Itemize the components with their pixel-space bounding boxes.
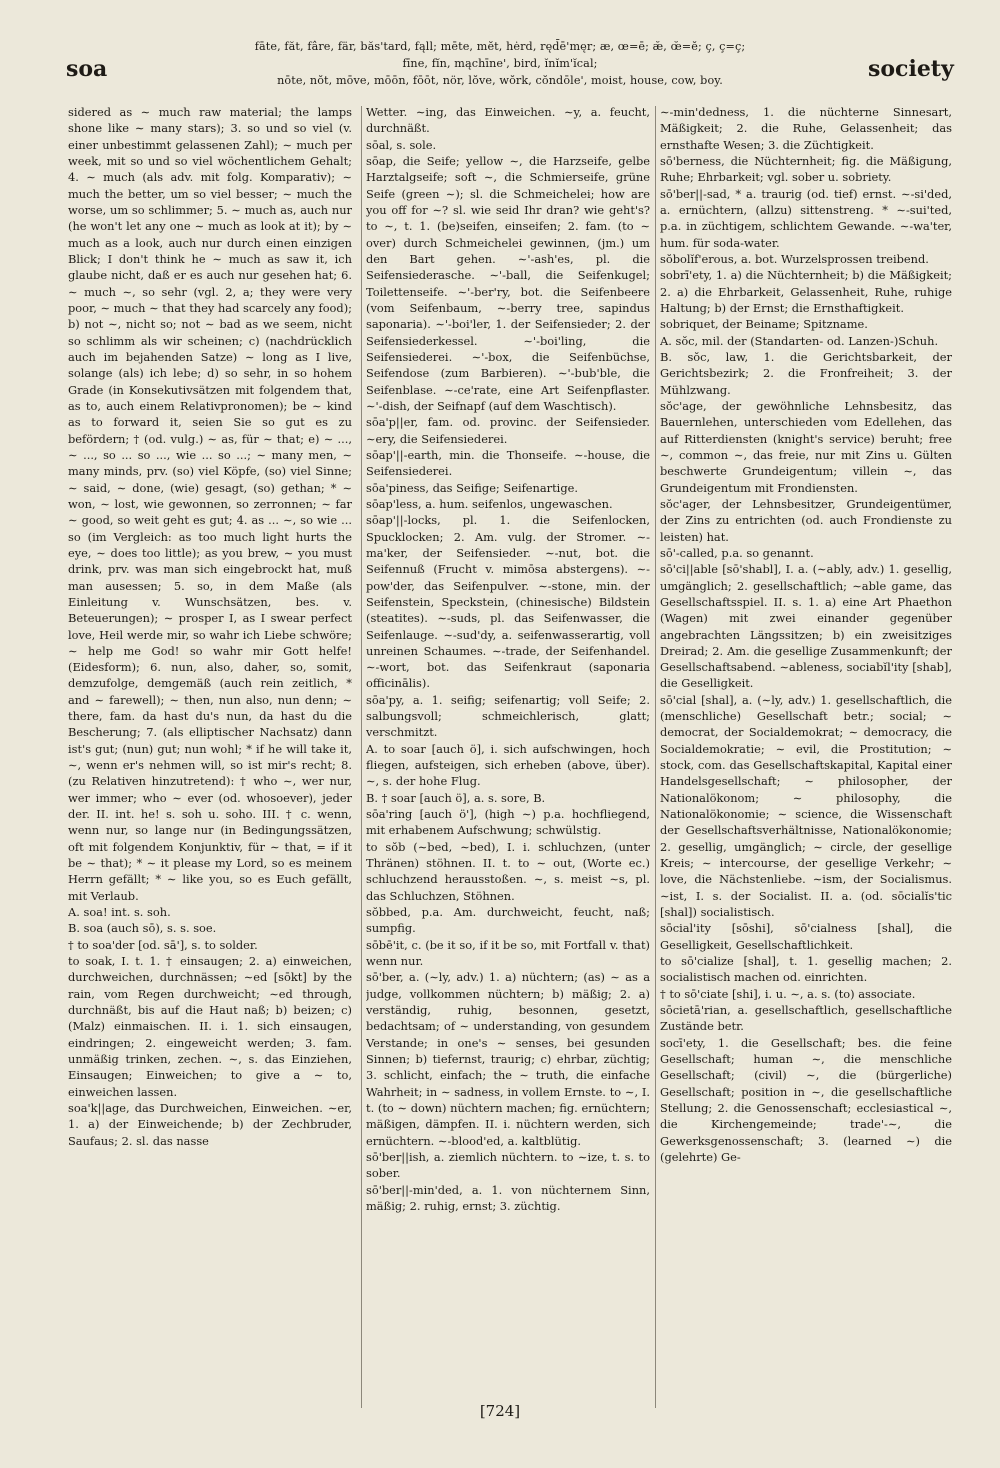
dictionary-entry: sō'cial [shal], a. (∼ly, adv.) 1. gesellschaftlich, die (menschliche) Gesellschaft betr.; social; ∼ democrat, der Socialdemokrat; ∼ democracy, die Socialdemokratie; ∼ evil, die Prostitution; ∼ stock, com. das Gesellschaftskapital, Kapital einer Handelsgesellschaft; ∼ philosopher, der Nationalökonom; ∼ philosophy, die Nationalökonomie; ∼ science, die Wissenschaft der Gesellschaftsverhältnisse, Nationalökonomie; 2. gesellig, umgänglich; ∼ circle, der gesellige Kreis; ∼ intercourse, der gesellige Verkehr; ∼ love, die Nächstenliebe. ∼ism, der Socialismus. ∼ist, I. s. der Socialist. II. a. (od. sōcialĭs'tic [shal]) socialistisch.	[660, 692, 952, 920]
column-divider	[655, 106, 656, 1408]
dictionary-entry: sōa'py, a. 1. seifig; seifenartig; voll Seife; 2. salbungsvoll; schmeichlerisch, glatt; verschmitzt.	[366, 692, 650, 740]
page-number: [724]	[479, 1402, 521, 1420]
dictionary-entry: sō'ber||ish, a. ziemlich nüchtern. to ∼ize, t. s. to sober.	[366, 1150, 650, 1181]
dictionary-entry: sōap, die Seife; yellow ∼, die Harzseife, gelbe Harztalgseife; soft ∼, die Schmierseife, grüne Seife (green ∼); sl. die Schmeichelei; how are you off for ∼? sl. wie seid Ihr dran? wie geht's? to ∼, t. 1. (be)seifen, einseifen; 2. fam. (to ∼ over) durch Schmeichelei gewinnen, (jm.) um den Bart gehen. ∼'-ash'es, pl. die Seifensiederasche. ∼'-ball, die Seifenkugel; Toilettenseife. ∼'-ber'ry, bot. die Seifenbeere (vom Seifenbaum, ∼-berry tree, sapindus saponaria). ∼'-boi'ler, 1. der Seifensieder; 2. der Seifensiederkessel. ∼'-boi'ling, die Seifensiederei. ∼'-box, die Seifenbüchse, Seifendose (zum Barbieren). ∼'-bub'ble, die Seifenblase. ∼-ce'rate, eine Art Seifenpflaster. ∼'-dish, der Seifnapf (auf dem Waschtisch).	[366, 153, 650, 413]
dictionary-entry: sŏbolĭf'erous, a. bot. Wurzelsprossen treibend.	[660, 251, 929, 266]
dictionary-entry: B. sŏc, law, 1. die Gerichtsbarkeit, der Gerichtsbezirk; 2. die Fronfreiheit; 3. der Mühlzwang.	[660, 349, 952, 397]
column-divider	[361, 106, 362, 1408]
dictionary-entry: B. soa (auch sō), s. s. soe.	[68, 921, 217, 936]
dictionary-entry: sō'ber||-sad, * a. traurig (od. tief) ernst. ∼-si'ded, a. ernüchtern, (allzu) sittenstreng. * ∼-sui'ted, p.a. in züchtigem, schlichtem Gewande. ∼-wa'ter, hum. für soda-water.	[660, 186, 952, 250]
dictionary-entry: sōa'piness, das Seifige; Seifenartige.	[366, 480, 578, 495]
dictionary-entry: Wetter. ∼ing, das Einweichen. ∼y, a. feucht, durchnäßt.	[366, 105, 650, 136]
dictionary-entry: sŏbbed, p.a. Am. durchweicht, feucht, naß; sumpfig.	[366, 905, 650, 936]
dictionary-entry: soa'k||age, das Durchweichen, Einweichen. ∼er, 1. a) der Einweichende; b) der Zechbruder, Saufaus; 2. sl. das nasse	[68, 1101, 352, 1148]
dictionary-entry: ∼-min'dedness, 1. die nüchterne Sinnesart, Mäßigkeit; 2. die Ruhe, Gelassenheit; das ernsthafte Wesen; 3. die Züchtigkeit.	[660, 105, 952, 152]
dictionary-entry: sō'ci||able [sō'shabl], I. a. (∼ably, adv.) 1. gesellig, umgänglich; 2. gesellschaftlich; ∼able game, das Gesellschaftsspiel. II. s. 1. a) eine Art Phaethon (Wagen) mit zwei einander gegenüber angebrachten Längssitzen; b) ein zweisitziges Dreirad; 2. Am. die gesellige Zusammenkunft; der Gesellschaftsabend. ∼ableness, sociabĭl'ity [shab], die Geselligkeit.	[660, 562, 952, 691]
dictionary-entry: sō'ber||-min'ded, a. 1. von nüchternem Sinn, mäßig; 2. ruhig, ernst; 3. züchtig.	[366, 1182, 650, 1213]
dictionary-entry: sōbē'it, c. (be it so, if it be so, mit Fortfall v. that) wenn nur.	[366, 937, 650, 969]
dictionary-columns	[68, 104, 952, 1412]
dictionary-entry: sō'ber, a. (∼ly, adv.) 1. a) nüchtern; (as) ∼ as a judge, vollkommen nüchtern; b) mäßig; 2. a) verständig, ruhig, besonnen, gesetzt, bedachtsam; of ∼ understanding, von gesundem Verstande; in one's ∼ senses, bei gesunden Sinnen; b) tiefernst, traurig; c) ehrbar, züchtig; 3. schlicht, einfach; the ∼ truth, die einfache Wahrheit; in ∼ sadness, in vollem Ernste. to ∼, I. t. (to ∼ down) nüchtern machen; fig. ernüchtern; mäßigen, dämpfen. II. i. nüchtern werden, sich ernüchtern. ∼-blood'ed, a. kaltblütig.	[366, 970, 650, 1148]
dictionary-entry: socī'ety, 1. die Gesellschaft; bes. die feine Gesellschaft; human ∼, die menschliche Gesellschaft; (civil) ∼, die (bürgerliche) Gesellschaft; position in ∼, die gesellschaftliche Stellung; 2. die Genossenschaft; ecclesiastical ∼, die Kirchengemeinde; trade'-∼, die Gewerksgenossenschaft; 3. (learned ∼) die (gelehrte) Ge-	[660, 1035, 952, 1164]
guide-line: nōte, nŏt, mōve, mōōn, fōōt, nör, lŏve, wŏrk, cŏndōle', moist, house, cow, boy.	[277, 74, 723, 87]
dictionary-entry: sōcial'ity [sōshi], sō'cialness [shal], die Geselligkeit, Gesellschaftlichkeit.	[660, 921, 952, 952]
dictionary-entry: sōap'||-locks, pl. 1. die Seifenlocken, Spucklocken; 2. Am. vulg. der Stromer. ∼-ma'ker, der Seifensieder. ∼-nut, bot. die Seifennuß (Frucht v. mimōsa abstergens). ∼-pow'der, das Seifenpulver. ∼-stone, min. der Seifenstein, Speckstein, (chinesische) Bildstein (steatites). ∼-suds, pl. das Seifenwasser, die Seifenlauge. ∼-sud'dy, a. seifenwasserartig, voll unreinen Schaumes. ∼-trade, der Seifenhandel. ∼-wort, bot. das Seifenkraut (saponaria officinālis).	[366, 513, 650, 691]
header-left-word: soa	[66, 56, 108, 82]
dictionary-entry: sōcietā'rian, a. gesellschaftlich, gesellschaftliche Zustände betr.	[660, 1003, 952, 1034]
dictionary-entry: sō'-called, p.a. so genannt.	[660, 545, 814, 560]
dictionary-entry: sobrī'ety, 1. a) die Nüchternheit; b) die Mäßigkeit; 2. a) die Ehrbarkeit, Gelassenheit, Ruhe, ruhige Haltung; b) der Ernst; die Ernsthaftigkeit.	[660, 268, 952, 315]
dictionary-entry: † to sō'ciate [shi], i. u. ∼, a. s. (to) associate.	[660, 986, 916, 1001]
dictionary-entry: A. sŏc, mil. der (Standarten- od. Lanzen-)Schuh.	[660, 333, 939, 348]
dictionary-entry: † to soa'der [od. sā'], s. to solder.	[68, 937, 258, 952]
header-right-word: society	[868, 56, 954, 82]
dictionary-entry: to sŏb (∼bed, ∼bed), I. i. schluchzen, (unter Thränen) stöhnen. II. t. to ∼ out, (Worte ec.) schluchzend herausstoßen. ∼, s. meist ∼s, pl. das Schluchzen, Stöhnen.	[366, 839, 650, 903]
dictionary-entry: sŏc'ager, der Lehnsbesitzer, Grundeigentümer, der Zins zu entrichten (od. auch Frondienste zu leisten) hat.	[660, 496, 952, 544]
dictionary-entry: sidered as ∼ much raw material; the lamps shone like ∼ many stars); 3. so und so viel (v. einer unbestimmt gelassenen Zahl); ∼ much per week, mit so und so viel wöchentlichem Gehalt; 4. ∼ much (als adv. mit folg. Komparativ); ∼ much the better, um so viel besser; ∼ much the worse, um so schlimmer; 5. ∼ much as, auch nur (he won't let any one ∼ much as look at it); by ∼ much as a look, auch nur durch einen einzigen Blick; I don't think he ∼ much as saw it, ich glaube nicht, daß er es auch nur gesehen hat; 6. ∼ much ∼, so sehr (vgl. 2, a; they were very poor, ∼ much ∼ that they had scarcely any food); b) not ∼, nicht so; not ∼ bad as we seem, nicht so schlimm als wir scheinen; c) (nachdrücklich auch im bejahenden Satze) ∼ long as I live, solange (als) ich lebe; d) so sehr, in so hohem Grade (in Konsekutivsätzen mit folgendem that, as to, auch einem Relativpronomen); be ∼ kind as to forward it, seien Sie so gut es zu befördern; † (od. vulg.) ∼ as, für ∼ that; e) ∼ ..., ∼ ..., so ... so ..., wie ... so ...; ∼ many men, ∼ many minds, prv. (so) viel Köpfe, (so) viel Sinne; ∼ said, ∼ done, (wie) gesagt, (so) gethan; * ∼ won, ∼ lost, wie gewonnen, so zerronnen; ∼ far ∼ good, so weit geht es gut; 4. as ... ∼, so wie ... so (im Vergleich: as too much light hurts the eye, ∼ does too little); as you brew, ∼ you must drink, prv. was man sich eingebrockt hat, muß man ausessen; 5. so, in dem Maße (als Einleitung v. Wunschsätzen, bes. v. Beteuerungen); ∼ prosper I, as I swear perfect love, Heil werde mir, so wahr ich Liebe schwöre; ∼ help me God! so wahr mir Gott helfe! (Eidesform); 6. nun, also, daher, so, somit, demzufolge, demgemäß (auch rein zeitlich, * and ∼ farewell); ∼ then, nun also, nun denn; ∼ there, fam. da hast du's nun, da hast du die Bescherung; 7. (als elliptischer Nachsatz) dann ist's gut; (nun) gut; nun wohl; * if he will take it, ∼, wenn er's nehmen will, so ist mir's recht; 8. (zu Relativen hinzutretend): † who ∼, wer nur, wer immer; who ∼ ever (od. whosoever), jeder der. II. int. he! s. soh u. soho. III. † c. wenn, wenn nur, so lange nur (in Bedingungssätzen, oft mit folgendem Konjunktiv, für ∼ that, = if it be ∼ that); * ∼ it please my Lord, so es meinem Herrn gefällt; * ∼ like you, so es Euch gefällt, mit Verlaub.	[68, 105, 352, 903]
column-1	[68, 104, 352, 1412]
dictionary-entry: sobriquet, der Beiname; Spitzname.	[660, 317, 868, 332]
dictionary-entry: sōa'ring [auch ö'], (high ∼) p.a. hochfliegend, mit erhabenem Aufschwung; schwülstig.	[366, 807, 650, 838]
dictionary-entry: sŏc'age, der gewöhnliche Lehnsbesitz, das Bauernlehen, unterschieden vom Edellehen, das auf Ritterdiensten (knight's service) beruht; free ∼, common ∼, das freie, nur mit Zins u. Gülten beschwerte Grundeigentum; villein ∼, das Grundeigentum mit Frondiensten.	[660, 398, 952, 495]
dictionary-entry: sōap'less, a. hum. seifenlos, ungewaschen.	[366, 496, 613, 511]
dictionary-entry: sōal, s. sole.	[366, 137, 437, 152]
dictionary-entry: sō'berness, die Nüchternheit; fig. die Mäßigung, Ruhe; Ehrbarkeit; vgl. sober u. sobriety.	[660, 153, 952, 185]
dictionary-entry: to soak, I. t. 1. † einsaugen; 2. a) einweichen, durchweichen, durchnässen; ∼ed [sōkt] by the rain, vom Regen durchweicht; ∼ed through, durchnäßt, bis auf die Haut naß; b) beizen; c) (Malz) einmaischen. II. i. 1. sich einsaugen, eindringen; 2. eingeweicht werden; 3. fam. unmäßig trinken, zechen. ∼, s. das Einziehen, Einsaugen; Einweichen; to give a ∼ to, einweichen lassen.	[68, 954, 352, 1099]
dictionary-entry: B. † soar [auch ö], a. s. sore, B.	[366, 790, 546, 805]
dictionary-entry: to sō'cialize [shal], t. 1. gesellig machen; 2. socialistisch machen od. einrichten.	[660, 954, 952, 985]
dictionary-entry: sōa'p||er, fam. od. provinc. der Seifensieder. ∼ery, die Seifensiederei.	[366, 415, 650, 446]
guide-line: fāte, făt, fâre, fär, băs'tard, fąll; mēte, mĕt, hėrd, ręd̄ē'męr; æ, œ=ē; æ̆, œ̆=ĕ; ç, ç=ç;	[254, 40, 746, 53]
pronunciation-guide	[205, 38, 795, 89]
column-2	[366, 104, 650, 1412]
dictionary-entry: sōap'||-earth, min. die Thonseife. ∼-house, die Seifensiederei.	[366, 447, 650, 479]
dictionary-entry: A. soa! int. s. soh.	[68, 905, 171, 920]
column-3	[660, 104, 952, 1412]
dictionary-entry: A. to soar [auch ö], i. sich aufschwingen, hoch fliegen, aufsteigen, sich erheben (above, über). ∼, s. der hohe Flug.	[366, 741, 650, 789]
guide-line: fīne, fĭn, mąchīne', bird, ĭnĭm'ĭcal;	[402, 57, 598, 70]
